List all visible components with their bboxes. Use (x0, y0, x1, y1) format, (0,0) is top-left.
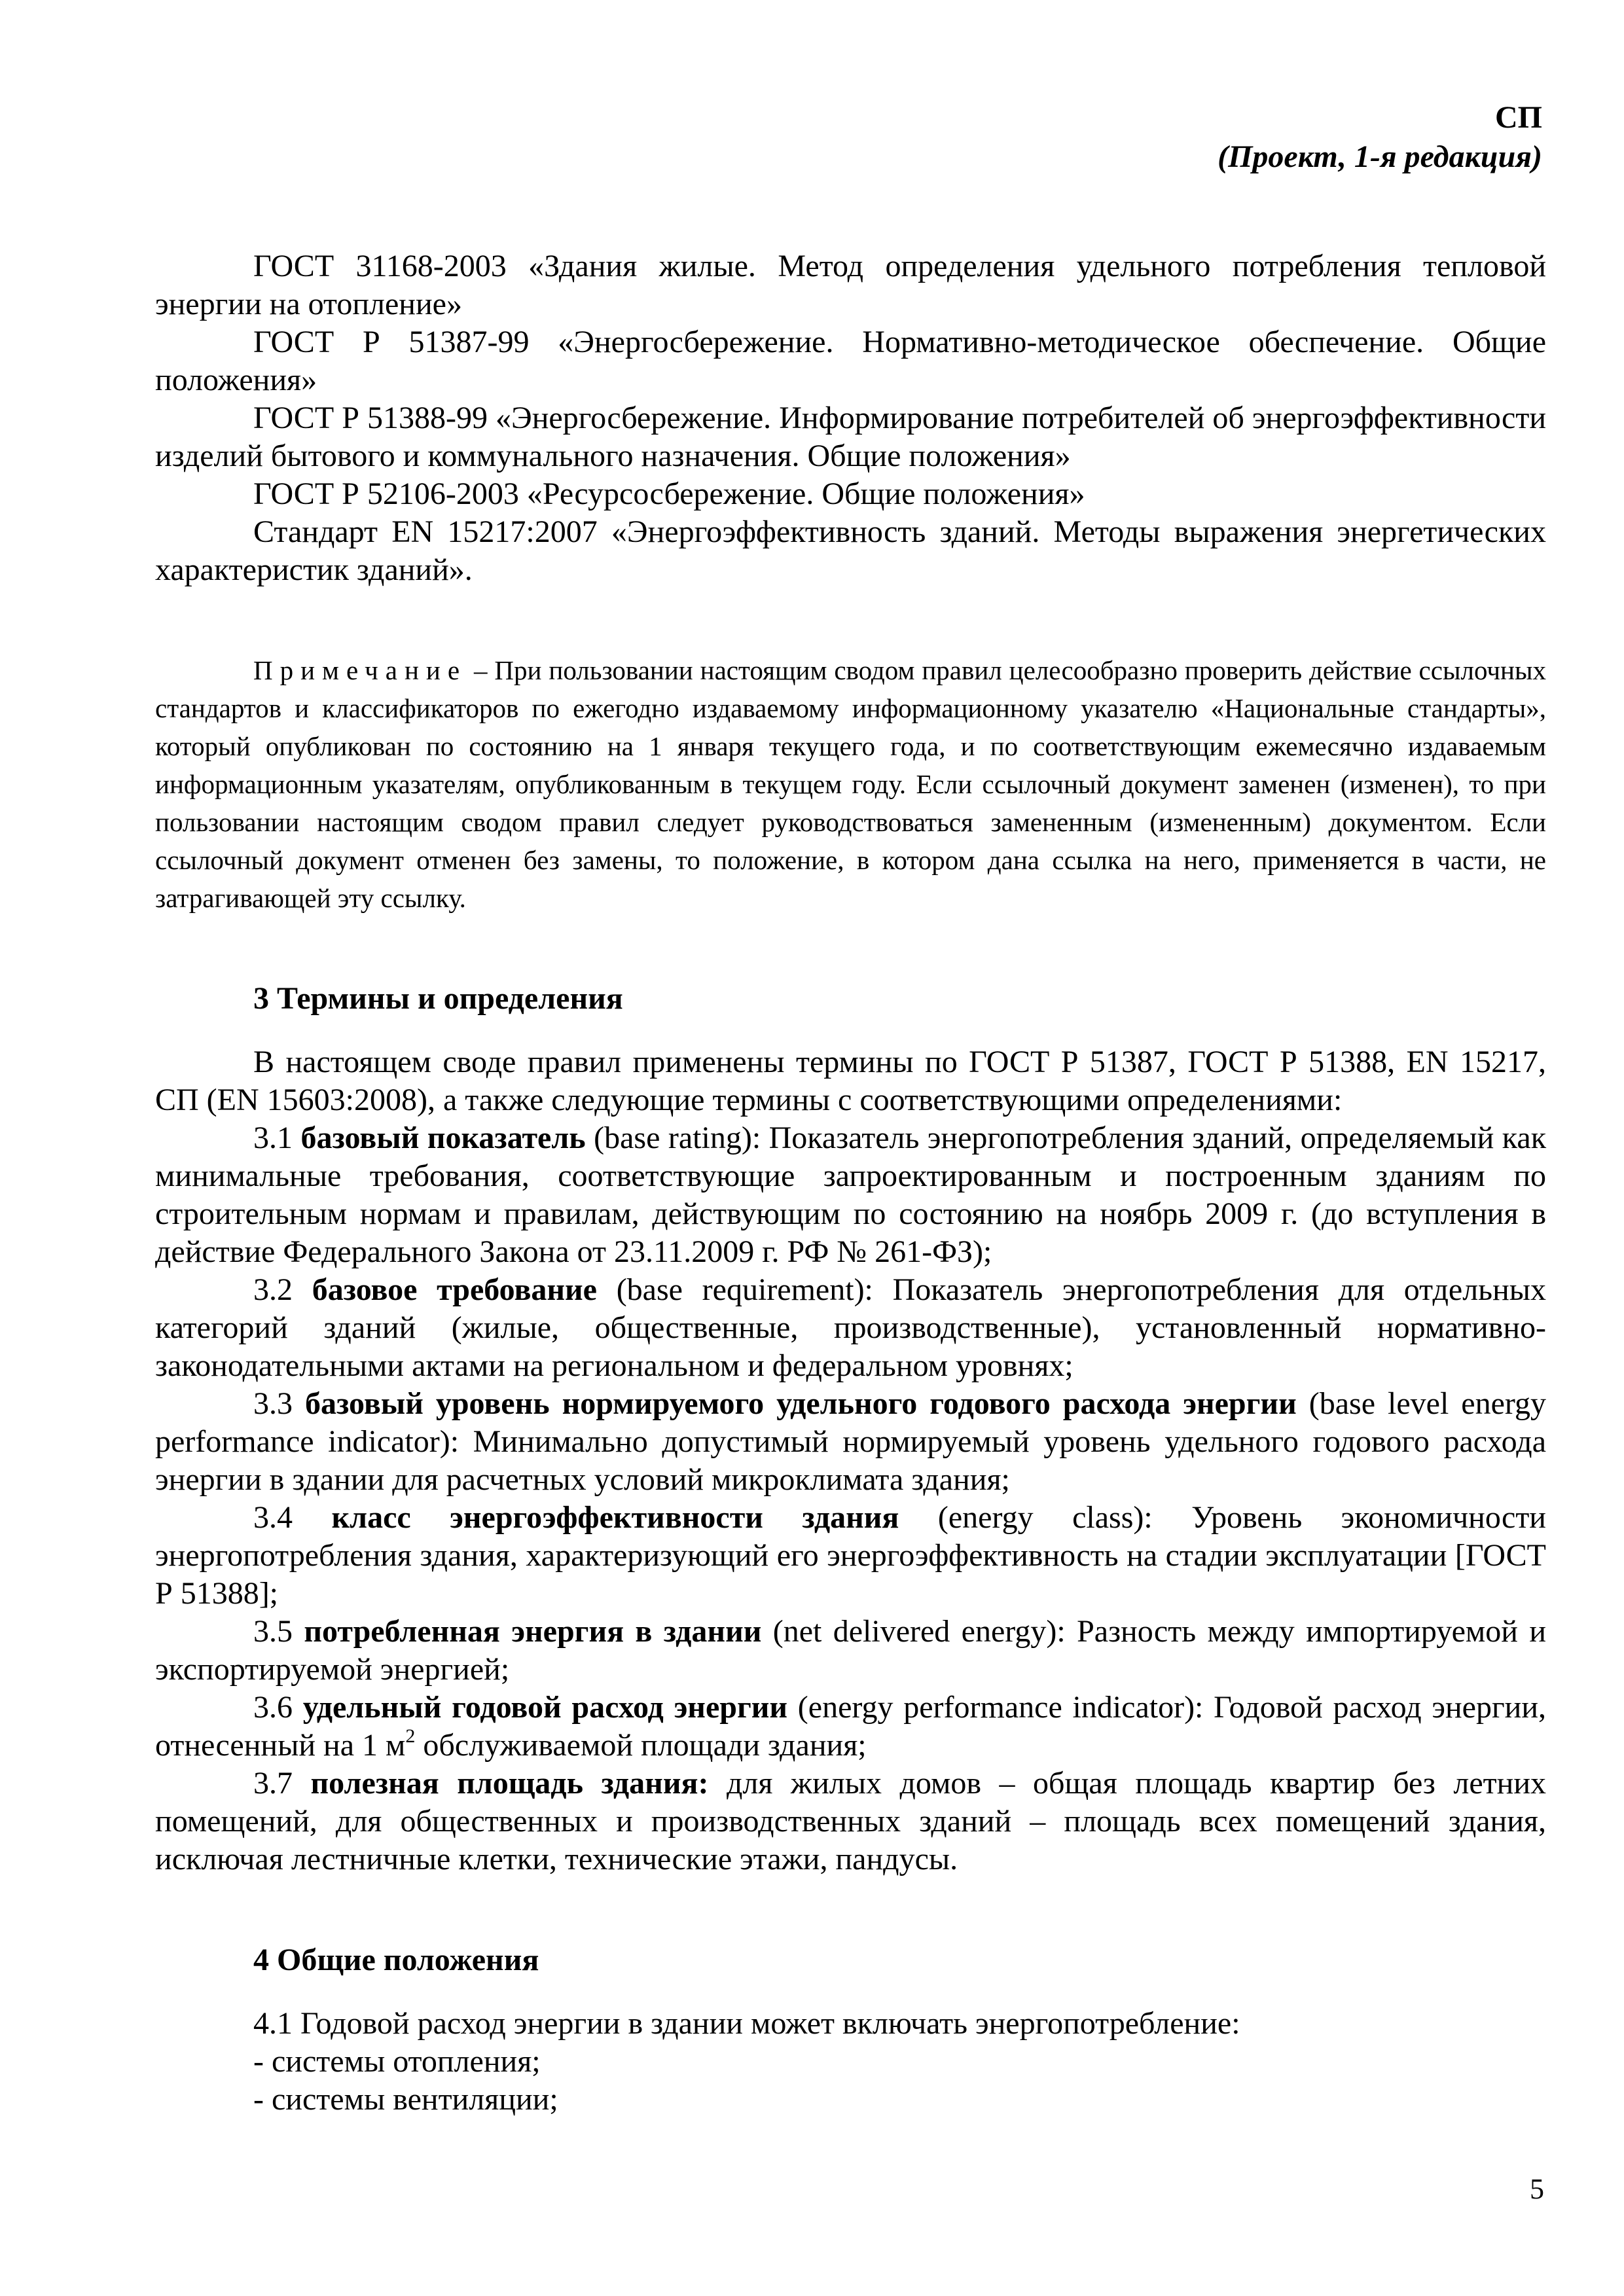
term-number: 3.1 (253, 1121, 301, 1155)
term-text: (energy class): Уровень экономичности энергопотребления здания, характеризующий его энергоэффективность на стадии эксплуатации [ГОСТ Р 51388]; (155, 1500, 1546, 1611)
page-number: 5 (1530, 2173, 1544, 2205)
term-text: (net delivered energy): Разность между импортируемой и экспортируемой энергией; (155, 1614, 1547, 1687)
term-number: 3.5 (253, 1614, 304, 1649)
term-name: базовое требование (312, 1272, 597, 1307)
reference-item: Стандарт EN 15217:2007 «Энергоэффективность зданий. Методы выражения энергетических характеристик зданий». (155, 514, 1546, 587)
section-3-heading: 3 Термины и определения (253, 981, 623, 1016)
reference-item: ГОСТ Р 52106-2003 «Ресурсосбережение. Общие положения» (253, 476, 1085, 511)
note-label: Примечание (253, 655, 467, 685)
reference-item: ГОСТ 31168-2003 «Здания жилые. Метод определения удельного потребления тепловой энергии на отопление» (155, 249, 1546, 321)
edition-label: (Проект, 1-я редакция) (1218, 139, 1542, 174)
term-text: (base level energy performance indicator): Минимально допустимый нормируемый уровень удельного годового расхода энергии в здании для расчетных условий микроклимата здания; (155, 1386, 1547, 1497)
term-number: 3.4 (253, 1500, 332, 1535)
term-number: 3.3 (253, 1386, 305, 1421)
note-dash: – (467, 655, 495, 685)
term-definition (155, 1613, 1546, 1689)
list-item: - системы отопления; (253, 2044, 541, 2079)
term-definition (155, 1385, 1546, 1499)
section-4-heading: 4 Общие положения (253, 1943, 539, 1977)
section-4-intro: 4.1 Годовой расход энергии в здании может включать энергопотребление: (253, 2006, 1240, 2041)
document-body (155, 247, 1546, 2119)
note-paragraph (155, 651, 1546, 917)
section-3-body (155, 1043, 1546, 1878)
term-number: 3.7 (253, 1766, 311, 1801)
section-4-body (155, 2005, 1546, 2119)
reference-item: ГОСТ Р 51387-99 «Энергосбережение. Нормативно-методическое обеспечение. Общие положения» (155, 325, 1546, 397)
note-text: При пользовании настоящим сводом правил целесообразно проверить действие ссылочных стандартов и классификаторов по ежегодно издаваемому информационному указателю «Национальные стандарты», который опубликован по состоянию на 1 января текущего года, и по соответствующим ежемесячно издаваемым информационным указателям, опубликованным в текущем году. Если ссылочный документ заменен (изменен), то при пользовании настоящим сводом правил следует руководствоваться замененным (измененным) документом. Если ссылочный документ отменен без замены, то положение, в котором дана ссылка на него, применяется в части, не затрагивающей эту ссылку. (155, 655, 1547, 913)
reference-item: ГОСТ Р 51388-99 «Энергосбережение. Информирование потребителей об энергоэффективности изделий бытового и коммунального назначения. Общие положения» (155, 401, 1546, 473)
references-list (155, 247, 1546, 589)
term-text: (base requirement): Показатель энергопотребления для отдельных категорий зданий (жилые, общественные, производственные), установленный нормативно-законодательными актами на региональном и федеральном уровнях; (155, 1272, 1547, 1383)
term-definition (155, 1499, 1546, 1613)
section-3-intro: В настоящем своде правил применены термины по ГОСТ Р 51387, ГОСТ Р 51388, EN 15217, СП (EN 15603:2008), а также следующие термины с соответствующими определениями: (155, 1045, 1546, 1117)
term-definition (155, 1765, 1546, 1878)
term-text: для жилых домов – общая площадь квартир без летних помещений, для общественных и производственных зданий – площадь всех помещений здания, исключая лестничные клетки, технические этажи, пандусы. (155, 1766, 1546, 1876)
term-text: обслуживаемой площади здания; (415, 1728, 867, 1763)
term-text: (base rating): Показатель энергопотребления зданий, определяемый как минимальные требования, соответствующие запроектированным и построенным зданиям по строительным нормам и правилам, действующим по состоянию на ноябрь 2009 г. (до вступления в действие Федерального Закона от 23.11.2009 г. РФ № 261-ФЗ); (155, 1121, 1547, 1269)
term-name: базовый уровень нормируемого удельного годового расхода энергии (305, 1386, 1297, 1421)
term-name: класс энергоэффективности здания (331, 1500, 899, 1535)
term-name: полезная площадь здания: (310, 1766, 709, 1801)
list-item: - системы вентиляции; (253, 2082, 558, 2117)
page-header (1218, 98, 1542, 177)
term-name: удельный годовой расход энергии (302, 1690, 788, 1725)
term-name: базовый показатель (300, 1121, 586, 1155)
term-number: 3.2 (253, 1272, 312, 1307)
term-name: потребленная энергия в здании (304, 1614, 762, 1649)
document-code: СП (1495, 100, 1542, 135)
term-definition (155, 1689, 1546, 1765)
superscript: 2 (405, 1725, 416, 1747)
term-definition (155, 1119, 1546, 1271)
term-text: (energy performance indicator): Годовой расход энергии, отнесенный на 1 м (155, 1690, 1547, 1763)
term-definition (155, 1271, 1546, 1385)
term-number: 3.6 (253, 1690, 303, 1725)
